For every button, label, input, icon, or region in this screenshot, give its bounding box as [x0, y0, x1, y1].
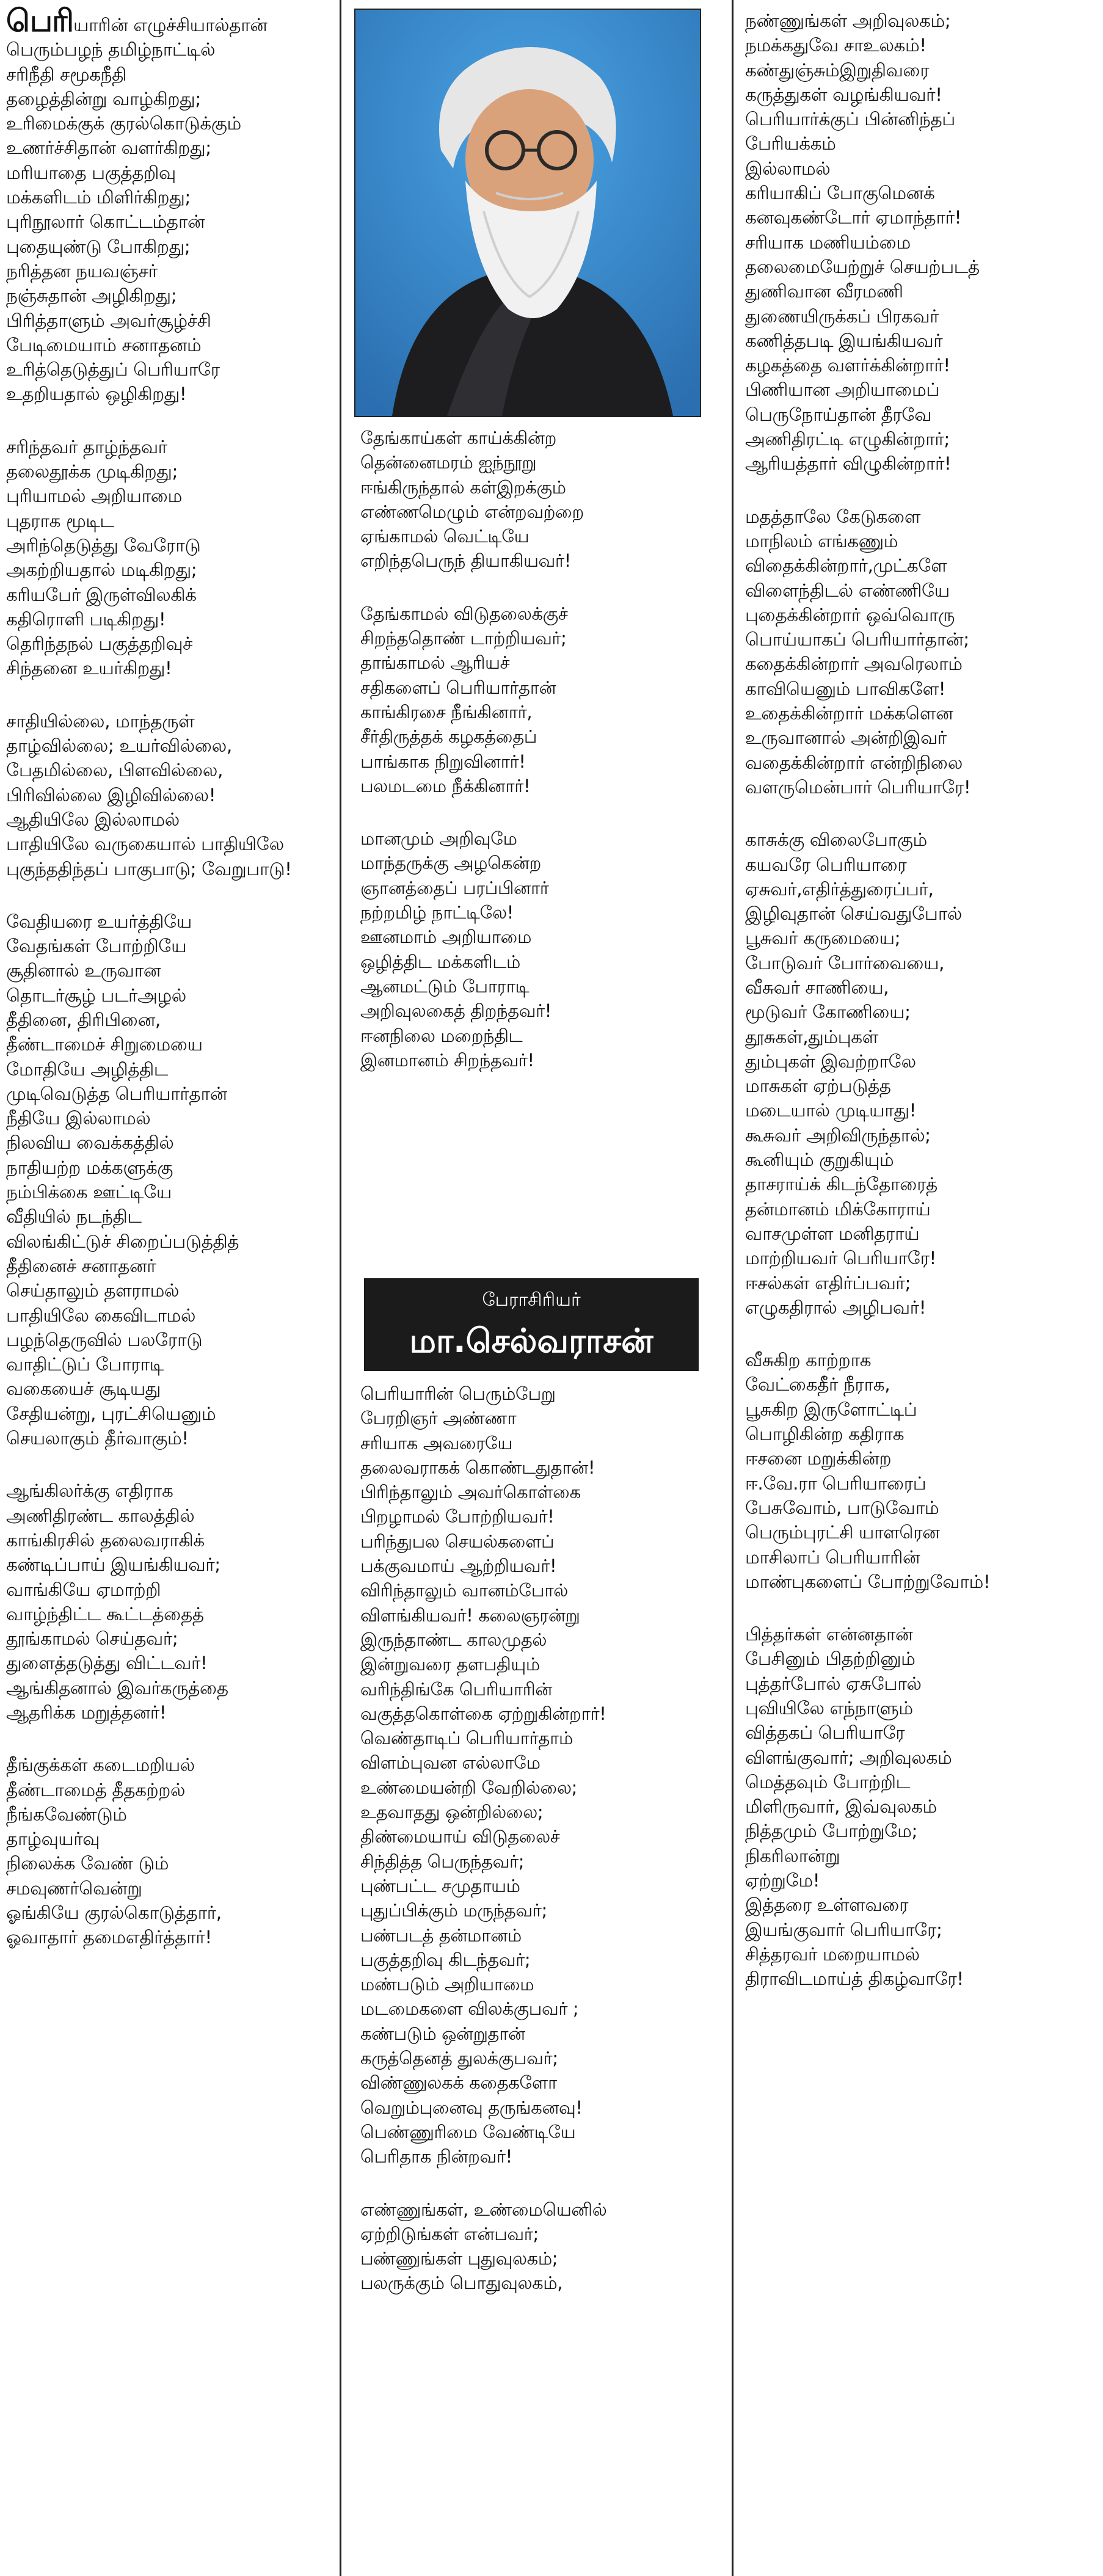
poem-stanza [360, 426, 702, 573]
poem-line: ஓங்கியே குரல்கொடுத்தார், [6, 1902, 222, 1924]
poem-line: சரியாக அவரையே [360, 1432, 512, 1454]
poem-line: வரிந்திங்கே பெரியாரின் [360, 1678, 552, 1700]
poem-line: காசுக்கு விலைபோகும் [745, 829, 927, 851]
poem-line: பிரிவில்லை இழிவில்லை! [6, 784, 216, 806]
poem-line: பெரியார்க்குப் பின்னிந்தப் [745, 109, 955, 130]
poem-line: பாங்காக நிறுவினார்! [360, 751, 526, 772]
poem-line: பண்ணுங்கள் புதுவுலகம்; [360, 2248, 558, 2269]
poem-line: இன்றுவரை தளபதியும் [360, 1654, 540, 1675]
poem-line: சதிகளைப் பெரியார்தான் [360, 677, 556, 698]
poem-line: உதவாதது ஒன்றில்லை; [360, 1802, 544, 1823]
poem-line: நீதியே இல்லாமல் [6, 1108, 151, 1129]
poem-line: விளம்புவன எல்லாமே [360, 1752, 541, 1774]
poem-line: சரிநீதி சமூகநீதி [6, 64, 126, 85]
poem-line: பித்தர்கள் என்னதான் [745, 1624, 913, 1645]
poem-line: ஆதியிலே இல்லாமல் [6, 809, 180, 830]
drop-cap-rest: யாரின் எழுச்சியால்தான் [73, 15, 268, 35]
poem-line: உணர்ச்சிதான் வளர்கிறது; [6, 137, 211, 159]
poem-line: ஈசல்கள் எதிர்ப்பவர்; [745, 1272, 911, 1293]
poem-line: பெரியாரின் பெரும்பேறு [360, 1383, 556, 1404]
poem-line: பெண்ணுரிமை வேண்டியே [360, 2121, 576, 2142]
poem-line: காங்கிரசில் தலைவராகிக் [6, 1529, 205, 1551]
poem-line: மானமும் அறிவுமே [360, 828, 517, 850]
poem-line: வேட்கைதீர் நீராக, [745, 1374, 890, 1395]
poem-line: வளருமென்பார் பெரியாரே! [745, 776, 971, 798]
poem-line: தீதினை, திரிபினை, [6, 1009, 161, 1030]
poem-line: வாங்கியே ஏமாற்றி [6, 1579, 161, 1600]
portrait-illustration [355, 10, 700, 416]
poem-line: சரியாக மணியம்மை [745, 231, 911, 253]
poem-line: பிறழாமல் போற்றியவர்! [360, 1506, 555, 1527]
poem-line: மோதியே அழித்திட [6, 1058, 168, 1080]
poem-line: பலமடமை நீக்கினார்! [360, 775, 531, 796]
poem-line: சமவுணர்வென்று [6, 1877, 142, 1899]
poem-stanza [745, 9, 1103, 476]
poem-line: வீசுகிற காற்றாக [745, 1350, 872, 1371]
poem-line: பேடிமையாம் சனாதனம் [6, 334, 202, 355]
poem-line: ஆனமட்டும் போராடி [360, 975, 530, 997]
poem-line: உதைக்கின்றார் மக்களென [745, 703, 953, 724]
poem-line: தழைத்தின்று வாழ்கிறது; [6, 88, 201, 109]
poem-column-1 [6, 3, 333, 1978]
poem-line: கரியபேர் இருள்விலகிக் [6, 584, 197, 605]
poem-line: நிகரிலான்று [745, 1845, 840, 1866]
poem-line: நஞ்சுதான் அழிகிறது; [6, 285, 177, 307]
poem-line: பூசுவர் கருமையை; [745, 928, 901, 949]
poem-line: வேதியரை உயர்த்தியே [6, 911, 192, 932]
poem-line: சேதியன்று, புரட்சியெனும் [6, 1403, 216, 1424]
poem-line: மாற்றியவர் பெரியாரே! [745, 1248, 936, 1269]
poem-line: புதையுண்டு போகிறது; [6, 236, 191, 257]
poem-line: பகுத்தறிவு கிடந்தவர்; [360, 1949, 531, 1970]
poem-line: கண்டிப்பாய் இயங்கியவர்; [6, 1554, 220, 1576]
poem-line: நரித்தன நயவஞ்சர் [6, 260, 158, 282]
poem-line: கரியாகிப் போகுமெனக் [745, 183, 935, 204]
poem-line: உரித்தெடுத்துப் பெரியாரே [6, 359, 220, 380]
poem-column-2-bottom [360, 1381, 702, 2324]
poem-line: பழந்தெருவில் பலரோடு [6, 1329, 203, 1350]
poem-stanza [360, 2197, 702, 2296]
poem-line: மாநிலம் எங்கணும் [745, 530, 898, 551]
poem-line: உதறியதால் ஒழிகிறது! [6, 384, 187, 405]
poem-stanza [745, 504, 1103, 800]
poem-line: துளைத்தடுத்து விட்டவர்! [6, 1653, 208, 1674]
poem-line: கருத்தெனத் துலக்குபவர்; [360, 2048, 558, 2069]
poem-line: ஆரியத்தார் விழுகின்றார்! [745, 453, 952, 475]
poem-stanza [360, 1381, 702, 2169]
poem-line: சித்தரவர் மறையாமல் [745, 1943, 920, 1965]
poem-line: இழிவுதான் செய்வதுபோல் [745, 903, 962, 925]
poem-line: உரிமைக்குக் குரல்கொடுக்கும் [6, 113, 241, 134]
poem-line: தீண்டாமைச் சிறுமையை [6, 1034, 203, 1055]
poem-line: தும்புகள் இவற்றாலே [745, 1050, 916, 1072]
poem-line: அரிந்தெடுத்து வேரோடு [6, 534, 201, 556]
poem-stanza [6, 1753, 333, 1949]
poem-line: விதைக்கின்றார்,முட்களே [745, 555, 947, 577]
poem-line: தொடர்சூழ் படர்அழல் [6, 984, 186, 1006]
poem-line: தூங்காமல் செய்தவர்; [6, 1628, 178, 1650]
poem-line: புவியிலே எந்நாளும் [745, 1698, 913, 1719]
poem-line: பெரும்புரட்சி யாளரென [745, 1522, 940, 1543]
poem-line: சிறந்ததொண் டாற்றியவர்; [360, 628, 567, 649]
poem-line: ஏற்றிடுங்கள் என்பவர்; [360, 2223, 539, 2244]
poem-line: தெரிந்தநல் பகுத்தறிவுச் [6, 633, 193, 655]
poem-line: முடிவெடுத்த பெரியார்தான் [6, 1083, 227, 1104]
poem-line: மாண்புகளைப் போற்றுவோம்! [745, 1571, 991, 1592]
poem-line: மாந்தருக்கு அழகென்ற [360, 853, 541, 874]
poem-line: பொய்யாகப் பெரியார்தான்; [745, 629, 969, 650]
poem-line: ஈ.வே.ரா பெரியாரைப் [745, 1472, 926, 1494]
poem-line: கயவரே பெரியாரை [745, 854, 907, 875]
poem-line [6, 3, 333, 38]
poem-line: துணையிருக்கப் பிரகவர் [745, 305, 939, 327]
poem-line: ஆதரிக்க மறுத்தனர்! [6, 1702, 167, 1723]
poem-line: தீண்டாமைத் தீதகற்றல் [6, 1779, 186, 1800]
poem-stanza [6, 909, 333, 1451]
poem-line: இத்தரை உள்ளவரை [745, 1894, 909, 1916]
poem-line: புண்பட்ட சமுதாயம் [360, 1875, 520, 1896]
poem-line: பெரிதாக நின்றவர்! [360, 2146, 512, 2167]
poem-stanza [6, 709, 333, 881]
poem-line: சீர்திருத்தக் கழகத்தைப் [360, 726, 537, 748]
poem-line: பிரிந்தாலும் அவர்கொள்கை [360, 1482, 581, 1503]
poem-line: நமக்கதுவே சாஉலகம்! [745, 35, 926, 56]
poem-line: ஈங்கிருந்தால் கள்இறக்கும் [360, 476, 566, 498]
poem-line: வாதிட்டுப் போராடி [6, 1354, 164, 1375]
poem-line: தீதினைச் சனாதனர் [6, 1255, 156, 1276]
poem-line: தாங்காமல் ஆரியச் [360, 652, 510, 674]
poem-line: மடையால் முடியாது! [745, 1100, 917, 1121]
poem-line: கழகத்தை வளர்க்கின்றார்! [745, 355, 950, 376]
poem-line: விளங்கியவர்! கலைஞரன்று [360, 1604, 580, 1626]
poem-line: மெத்தவும் போற்றிட [745, 1771, 910, 1792]
poem-line: பேசினும் பிதற்றினும் [745, 1648, 916, 1670]
poem-line: வகுத்தகொள்கை ஏற்றுகின்றார்! [360, 1703, 606, 1724]
poem-line: விரிந்தாலும் வானம்போல் [360, 1580, 568, 1601]
poem-line: வாசமுள்ள மனிதராய் [745, 1223, 920, 1244]
poem-line: மடமைகளை விலக்குபவர் ; [360, 1998, 579, 2020]
poem-line: எழுகதிரால் அழிபவர்! [745, 1297, 926, 1318]
poem-line: தேங்காய்கள் காய்க்கின்ற [360, 428, 556, 448]
poem-line: பண்படத் தன்மானம் [360, 1924, 522, 1946]
poem-line: ஞானத்தைப் பரப்பினார் [360, 877, 549, 898]
poem-line: மாசிலாப் பெரியாரின் [745, 1546, 920, 1568]
poem-line: விளங்குவார்; அறிவுலகம் [745, 1747, 952, 1768]
poem-line: சரிந்தவர் தாழ்ந்தவர் [6, 436, 167, 457]
poem-column-3 [745, 9, 1103, 2020]
poem-line: கண்துஞ்சும்இறுதிவரை [745, 59, 930, 81]
poem-line: இனமானம் சிறந்தவர்! [360, 1049, 534, 1071]
poem-line: பிணியான அறியாமைப் [745, 379, 939, 401]
poem-line: வதைக்கின்றார் என்றிநிலை [745, 752, 963, 773]
poem-line: தாழ்வில்லை; உயர்வில்லை, [6, 735, 232, 757]
poem-line: பலருக்கும் பொதுவுலகம், [360, 2272, 563, 2294]
poem-line: நாதியற்ற மக்களுக்கு [6, 1157, 173, 1178]
poem-line: பேரறிஞர் அண்ணா [360, 1408, 517, 1429]
poem-line: நீங்கவேண்டும் [6, 1803, 127, 1825]
poem-stanza [745, 1622, 1103, 1991]
poem-line: எண்ணுங்கள், உண்மையெனில் [360, 2199, 607, 2220]
poem-line: நிலவிய வைக்கத்தில் [6, 1132, 174, 1154]
poem-line: தலைமையேற்றுச் செயற்படத் [745, 256, 980, 277]
poem-line: தலைதூக்க முடிகிறது; [6, 461, 178, 482]
poem-line: தூசுகள்,தும்புகள் [745, 1026, 878, 1047]
poem-stanza [745, 1348, 1103, 1594]
poem-line: ஆங்கிதனால் இவர்கருத்தை [6, 1677, 228, 1698]
poem-line: அணிதிரட்டி எழுகின்றார்; [745, 429, 950, 450]
poem-line: கண்படும் ஒன்றுதான் [360, 2023, 525, 2044]
poem-line: செய்தாலும் தளராமல் [6, 1280, 180, 1301]
poem-line: புரியாமல் அறியாமை [6, 486, 183, 507]
poem-line: பொழிகின்ற கதிராக [745, 1424, 905, 1445]
poem-line: சிந்தனை உயர்கிறது! [6, 658, 172, 679]
poem-stanza [6, 435, 333, 681]
poem-line: நண்ணுங்கள் அறிவுலகம்; [745, 10, 951, 31]
poem-line: எண்ணமெழும் என்றவற்றை [360, 501, 584, 522]
poem-line: மதத்தாலே கேடுகளை [745, 506, 921, 527]
poem-line: விலங்கிட்டுச் சிறைப்படுத்தித் [6, 1231, 239, 1252]
author-name: மா.செல்வராசன் [409, 1322, 653, 1360]
poem-line: நிலைக்க வேண் டும் [6, 1853, 169, 1874]
poem-stanza [6, 1479, 333, 1725]
poem-line: கருத்துகள் வழங்கியவர்! [745, 84, 942, 105]
poem-line: பெரும்பழந் தமிழ்நாட்டில் [6, 39, 216, 60]
poem-stanza [360, 602, 702, 798]
poem-stanza [6, 3, 333, 407]
poem-line: உண்மையன்றி வேறில்லை; [360, 1777, 577, 1798]
poem-line: நம்பிக்கை ஊட்டியே [6, 1182, 172, 1203]
poem-line: காங்கிரசை நீங்கினார், [360, 701, 533, 722]
poem-line: வெறும்புனைவு தருங்கனவு! [360, 2097, 583, 2118]
poem-line: உருவானால் அன்றிஇவர் [745, 727, 947, 749]
periyar-portrait [354, 9, 701, 417]
author-title: பேராசிரியர் [482, 1289, 581, 1311]
poem-line: கூனியும் குறுகியும் [745, 1149, 894, 1171]
poem-line: ஏற்றுமே! [745, 1870, 820, 1891]
poem-line: கனவுகண்டோர் ஏமாந்தார்! [745, 207, 962, 228]
poem-line: மரியாதை பகுத்தறிவு [6, 162, 176, 183]
poem-line: ஈனநிலை மறைந்திட [360, 1025, 523, 1046]
poem-line: புகுந்ததிந்தப் பாகுபாடு; வேறுபாடு! [6, 858, 292, 879]
poem-line: ஏசுவர்,எதிர்த்துரைப்பர், [745, 878, 934, 900]
poem-line: தாழ்வுயர்வு [6, 1828, 100, 1850]
poem-line: ஈசனை மறுக்கின்ற [745, 1448, 892, 1469]
poem-line: கதைக்கின்றார் அவரெலாம் [745, 653, 963, 675]
poem-line: நித்தமும் போற்றுமே; [745, 1821, 918, 1842]
poem-line: தாசராய்க் கிடந்தோரைத் [745, 1174, 937, 1195]
column-divider [732, 0, 734, 2576]
poem-line: வெண்தாடிப் பெரியார்தாம் [360, 1728, 573, 1749]
poem-line: தீங்குக்கள் கடைமறியல் [6, 1755, 195, 1776]
poem-line: பெருநோய்தான் தீரவே [745, 404, 932, 425]
poem-line: தென்னைமரம் ஐந்நூறு [360, 452, 537, 473]
author-byline-box [364, 1278, 699, 1371]
poem-line: கணித்தபடி இயங்கியவர் [745, 330, 943, 351]
poem-line: மூடுவர் கோணியை; [745, 1002, 911, 1023]
poem-line: அணிதிரண்ட காலத்தில் [6, 1505, 195, 1526]
drop-cap: பெரி [6, 3, 74, 38]
poem-line: வித்தகப் பெரியாரே [745, 1722, 905, 1744]
poem-line: அகற்றியதால் மடிகிறது; [6, 559, 197, 581]
poem-line: அறிவுலகைத் திறந்தவர்! [360, 1000, 552, 1022]
poem-line: இருந்தாண்ட காலமுதல் [360, 1629, 547, 1650]
poem-line: மிளிருவார், இவ்வுலகம் [745, 1796, 937, 1817]
poem-line: ஏங்காமல் வெட்டியே [360, 526, 530, 547]
poem-line: தேங்காமல் விடுதலைக்குச் [360, 603, 568, 624]
poem-line: வீதியில் நடந்திட [6, 1206, 142, 1228]
poem-line: ஒழித்திட மக்களிடம் [360, 951, 520, 972]
poem-line: புதுப்பிக்கும் மருந்தவர்; [360, 1900, 547, 1921]
poem-line: தலைவராகக் கொண்டதுதான்! [360, 1457, 595, 1478]
poem-line: மாசுகள் ஏற்படுத்த [745, 1075, 891, 1097]
poem-line: வீசுவர் சாணியை, [745, 977, 889, 998]
poem-line: சாதியில்லை, மாந்தருள் [6, 710, 195, 732]
poem-line: மண்படும் அறியாமை [360, 1974, 534, 1995]
poem-column-2-top [360, 426, 702, 1101]
poem-line: விளைந்திடல் எண்ணியே [745, 580, 950, 601]
poem-line: பக்குவமாய் ஆற்றியவர்! [360, 1555, 557, 1577]
poem-line: மக்களிடம் மிளிர்கிறது; [6, 187, 191, 208]
poem-line: போடுவர் போர்வையை, [745, 952, 945, 973]
poem-line: திண்மையாய் விடுதலைச் [360, 1826, 560, 1847]
poem-line: திராவிடமாய்த் திகழ்வாரே! [745, 1968, 964, 1990]
column-divider [340, 0, 341, 2576]
poem-line: பூசுகிற இருளோட்டிப் [745, 1399, 917, 1420]
poem-line: விண்ணுலகக் கதைகளோ [360, 2072, 557, 2094]
poem-line: ஓவாதார் தமைஎதிர்த்தார்! [6, 1927, 212, 1948]
poem-stanza [360, 826, 702, 1072]
poem-line: பாதியிலே கைவிடாமல் [6, 1304, 196, 1326]
poem-line: இயங்குவார் பெரியாரே; [745, 1919, 942, 1940]
poem-line: கதிரொளி படிகிறது! [6, 608, 166, 630]
poem-line: எறிந்தபெருந் தியாகியவர்! [360, 550, 571, 572]
poem-stanza [745, 828, 1103, 1320]
poem-line: புதராக மூடிட [6, 510, 114, 531]
poem-line: ஆங்கிலர்க்கு எதிராக [6, 1480, 173, 1502]
poem-line: கூசுவர் அறிவிருந்தால்; [745, 1124, 931, 1146]
poem-line: சிந்தித்த பெருந்தவர்; [360, 1850, 525, 1872]
poem-line: செயலாகும் தீர்வாகும்! [6, 1428, 189, 1449]
poem-line: நற்றமிழ் நாட்டிலே! [360, 902, 514, 923]
poem-line: இல்லாமல் [745, 158, 831, 179]
poem-line: பரிந்துபல செயல்களைப் [360, 1530, 555, 1552]
poem-line: புதைக்கின்றார் ஒவ்வொரு [745, 604, 955, 625]
poem-line: பேரியக்கம் [745, 133, 836, 155]
poem-line: வாழ்ந்திட்ட கூட்டத்தைத் [6, 1603, 204, 1625]
poem-line: ஊனமாம் அறியாமை [360, 926, 532, 948]
poem-line: பேதமில்லை, பிளவில்லை, [6, 760, 223, 781]
poem-line: வேதங்கள் போற்றியே [6, 936, 187, 957]
poem-line: பேசுவோம், பாடுவோம் [745, 1497, 939, 1518]
poem-line: வகையைச் சூடியது [6, 1378, 161, 1400]
poem-line: தன்மானம் மிக்கோராய் [745, 1198, 931, 1220]
poem-line: துணிவான வீரமணி [745, 281, 903, 302]
poem-line: புரிநூலார் கொட்டம்தான் [6, 211, 205, 233]
poem-line: பாதியிலே வருகையால் பாதியிலே [6, 834, 284, 855]
poem-line: காவியெனும் பாவிகளே! [745, 678, 946, 699]
poem-line: பிரித்தாளும் அவர்சூழ்ச்சி [6, 310, 211, 331]
poem-line: புத்தர்போல் ஏசுபோல் [745, 1673, 922, 1694]
poem-line: சூதினால் உருவான [6, 960, 161, 981]
